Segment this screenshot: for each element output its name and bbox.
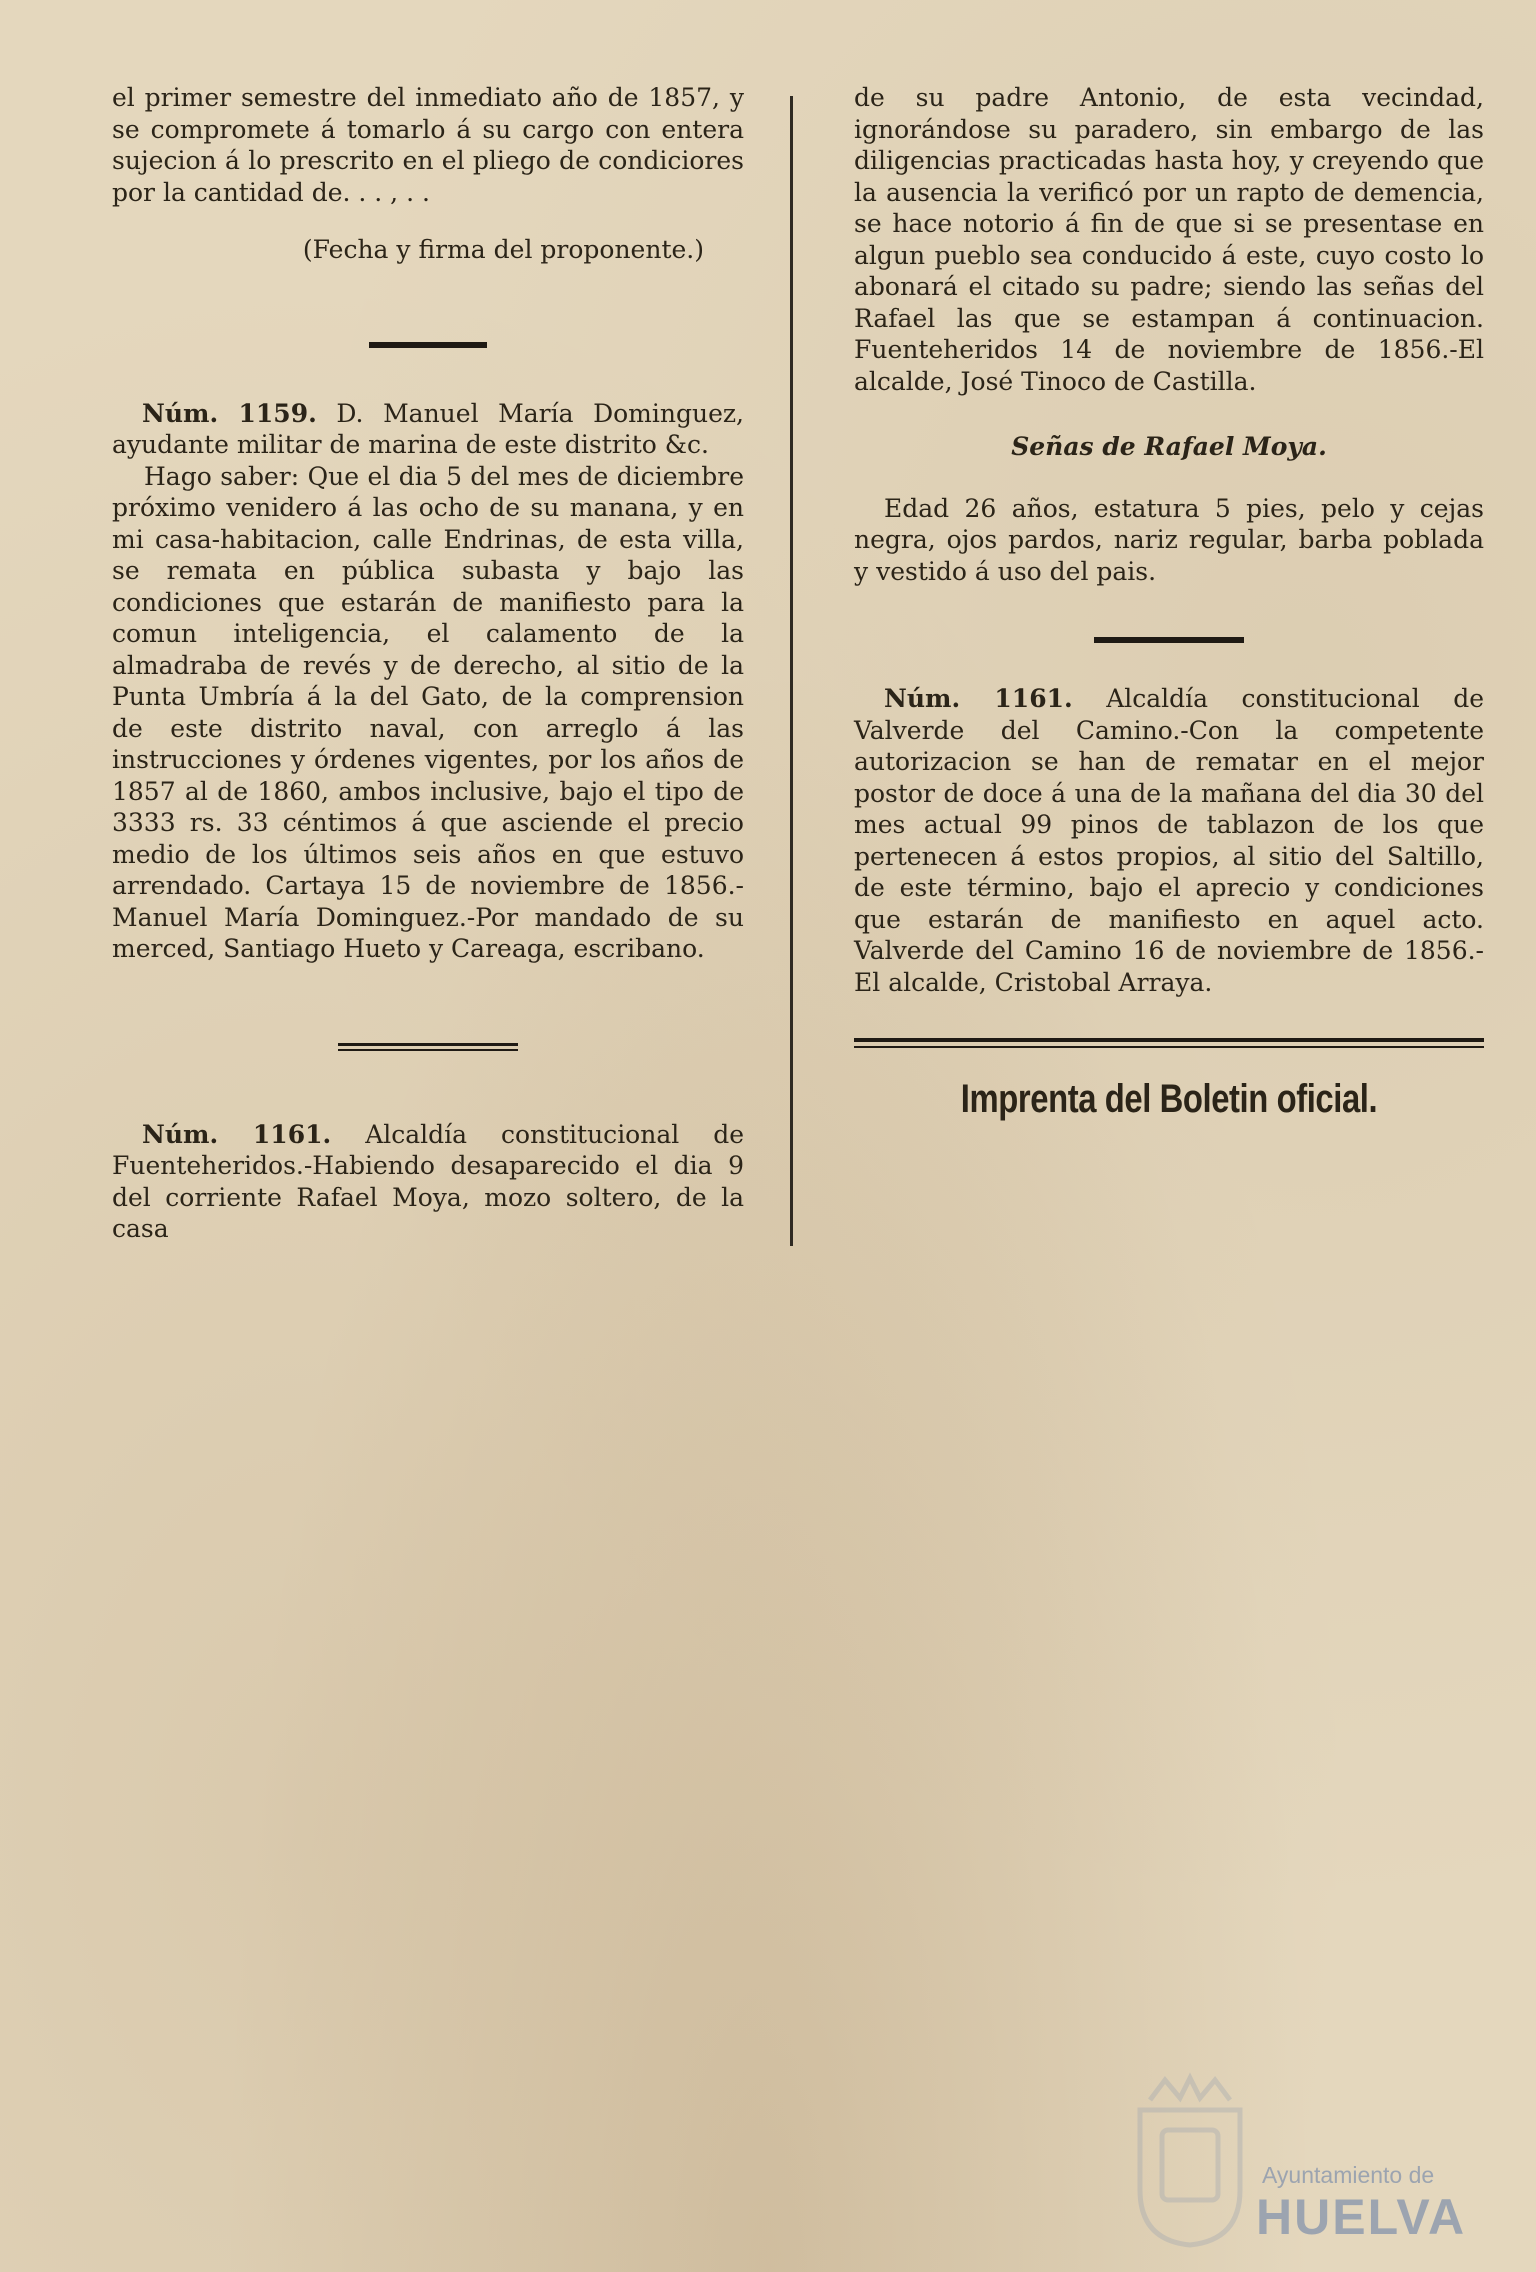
notice-1161b	[854, 683, 1484, 998]
separator-rule	[1094, 637, 1244, 643]
watermark-line1: Ayuntamiento de	[1262, 2162, 1435, 2188]
notice-1159-body: Hago saber: Que el dia 5 del mes de diciembre próximo venidero á las ocho de su manana, y en mi casa-habitacion, calle Endrinas, de esta villa, se remata en pública subasta y bajo las condiciones que estarán de manifiesto para la comun inteligencia, el calamento de la almadraba de revés y de derecho, al sitio de la Punta Umbría á la del Gato, de la comprension de este distrito naval, con arreglo á las instrucciones y órdenes vigentes, por los años de 1857 al de 1860, ambos inclusive, bajo el tipo de 3333 rs. 33 céntimos á que asciende el precio medio de los últimos seis años en que estuvo arrendado. Cartaya 15 de noviembre de 1856.-Manuel María Dominguez.-Por mandado de su merced, Santiago Hueto y Careaga, escribano.	[112, 461, 744, 963]
notice-1161b-number: Núm. 1161.	[884, 684, 1073, 713]
printer-imprint: Imprenta del Boletin oficial.	[960, 1077, 1378, 1121]
watermark-line2: HUELVA	[1256, 2189, 1467, 2245]
notice-1159-number: Núm. 1159.	[142, 398, 317, 428]
right-column	[854, 82, 1485, 1121]
continuation-text: de su padre Antonio, de esta vecindad, ignorándose su paradero, sin embargo de las diligencias practicadas hasta hoy, y creyendo que la ausencia la verificó por un rapto de demencia, se hace notorio á fin de que si se presentase en algun pueblo sea conducido á este, cuyo costo lo abonará el citado su padre; siendo las señas del Rafael las que se estampan á continuacion. Fuenteheridos 14 de noviembre de 1856.-El alcalde, José Tinoco de Castilla.	[854, 83, 1484, 396]
notice-1161a	[112, 1119, 744, 1245]
separator-rule	[369, 342, 487, 348]
column-divider	[790, 96, 793, 1246]
signs-text: Edad 26 años, estatura 5 pies, pelo y cejas negra, ojos pardos, nariz regular, barba poblada y vestido á uso del pais.	[854, 493, 1484, 586]
left-column	[112, 82, 744, 1245]
proponent-signature-note: (Fecha y firma del proponente.)	[302, 235, 704, 264]
notice-1161a-body: Alcaldía constitucional de Fuenteheridos.-Habiendo desaparecido el dia 9 del corriente Rafael Moya, mozo soltero, de la casa	[112, 1119, 745, 1243]
notice-1161b-body: Alcaldía constitucional de Valverde del Camino.-Con la competente autorizacion se han de rematar en el mejor postor de doce á una de la mañana del dia 30 del mes actual 99 pinos de tablazon de los que pertenecen á estos propios, al sitio del Saltillo, de este término, bajo el aprecio y condiciones que estarán de manifiesto en aquel acto. Valverde del Camino 16 de noviembre de 1856.-El alcalde, Cristobal Arraya.	[854, 684, 1485, 997]
final-double-rule	[854, 1038, 1484, 1048]
notice-1159-header	[112, 398, 744, 461]
signs-heading: Señas de Rafael Moya.	[1011, 432, 1327, 461]
intro-text: el primer semestre del inmediato año de 1857, y se compromete á tomarlo á su cargo con entera sujecion á lo prescrito en el pliego de condiciores por la cantidad de. . . , . .	[112, 83, 744, 207]
notice-1161a-number: Núm. 1161.	[142, 1119, 332, 1149]
separator-double-rule	[338, 1043, 518, 1051]
notice-1159-header-text: D. Manuel María Dominguez, ayudante militar de marina de este distrito &c.	[112, 398, 744, 459]
